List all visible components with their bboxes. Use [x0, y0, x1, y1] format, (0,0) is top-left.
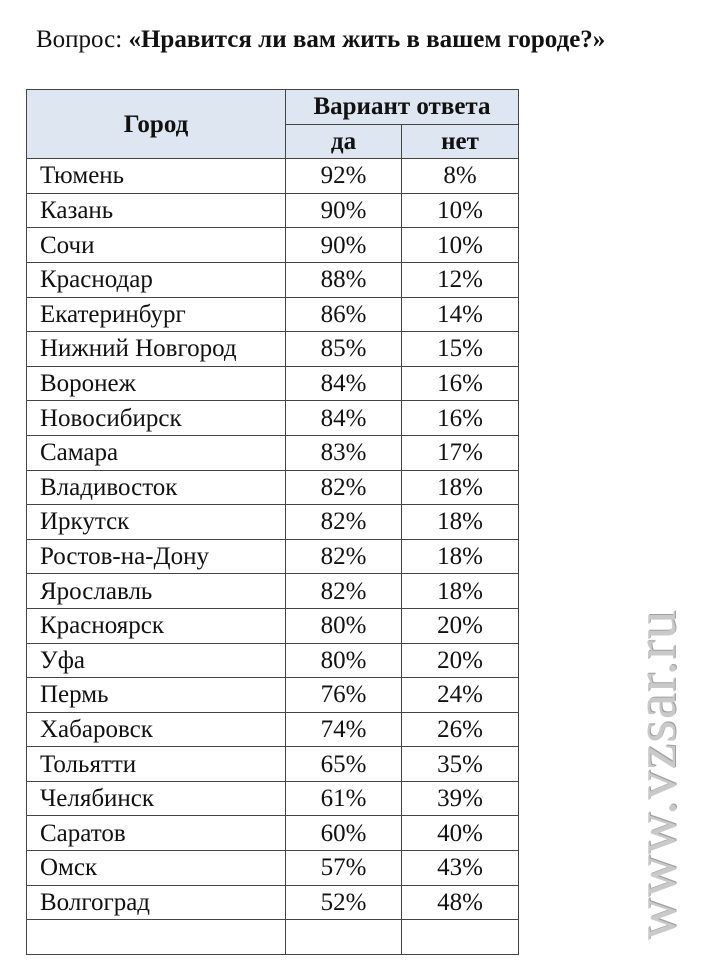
yes-percent-cell: 84%: [286, 366, 402, 401]
city-cell: Уфа: [27, 643, 286, 678]
city-cell: Пермь: [27, 678, 286, 713]
city-cell: Челябинск: [27, 781, 286, 816]
table-row: [27, 781, 519, 816]
table-row: [27, 747, 519, 782]
yes-percent-cell: 82%: [286, 505, 402, 540]
table-row: [27, 470, 519, 505]
city-cell: Иркутск: [27, 505, 286, 540]
yes-percent-cell: 80%: [286, 643, 402, 678]
no-percent-cell: 24%: [402, 678, 519, 713]
no-percent-cell: 35%: [402, 747, 519, 782]
yes-percent-cell: 80%: [286, 608, 402, 643]
header-city: Город: [27, 90, 286, 159]
table-header: [27, 90, 519, 159]
table-row: [27, 712, 519, 747]
table-row: [27, 332, 519, 367]
city-cell: Владивосток: [27, 470, 286, 505]
yes-percent-cell: 92%: [286, 159, 402, 194]
city-cell: Нижний Новгород: [27, 332, 286, 367]
header-no: нет: [402, 124, 519, 159]
yes-percent-cell: 74%: [286, 712, 402, 747]
table-row: [27, 159, 519, 194]
city-cell: Волгоград: [27, 885, 286, 920]
table-row: [27, 228, 519, 263]
no-percent-cell: 12%: [402, 262, 519, 297]
city-cell: Сочи: [27, 228, 286, 263]
no-percent-cell: 15%: [402, 332, 519, 367]
site-watermark: www.vzsar.ru: [623, 609, 688, 940]
city-cell: Воронеж: [27, 366, 286, 401]
yes-percent-cell: [286, 920, 402, 955]
no-percent-cell: [402, 920, 519, 955]
city-cell: Екатеринбург: [27, 297, 286, 332]
no-percent-cell: 18%: [402, 574, 519, 609]
yes-percent-cell: 90%: [286, 228, 402, 263]
city-cell: Ростов-на-Дону: [27, 539, 286, 574]
yes-percent-cell: 65%: [286, 747, 402, 782]
no-percent-cell: 26%: [402, 712, 519, 747]
city-cell: Самара: [27, 435, 286, 470]
no-percent-cell: 39%: [402, 781, 519, 816]
no-percent-cell: 18%: [402, 505, 519, 540]
table-body: [27, 159, 519, 955]
no-percent-cell: 18%: [402, 470, 519, 505]
yes-percent-cell: 57%: [286, 851, 402, 886]
table-row: [27, 678, 519, 713]
no-percent-cell: 10%: [402, 228, 519, 263]
city-cell: Хабаровск: [27, 712, 286, 747]
table-row: [27, 539, 519, 574]
table-row: [27, 643, 519, 678]
table-row: [27, 262, 519, 297]
header-row-top: [27, 90, 519, 125]
question-label: Вопрос:: [36, 26, 123, 53]
yes-percent-cell: 76%: [286, 678, 402, 713]
table-row: [27, 505, 519, 540]
yes-percent-cell: 82%: [286, 470, 402, 505]
table-row: [27, 920, 519, 955]
no-percent-cell: 16%: [402, 366, 519, 401]
yes-percent-cell: 82%: [286, 539, 402, 574]
city-cell: Новосибирск: [27, 401, 286, 436]
yes-percent-cell: 88%: [286, 262, 402, 297]
header-answer-group: Вариант ответа: [286, 90, 519, 125]
no-percent-cell: 17%: [402, 435, 519, 470]
header-yes: да: [286, 124, 402, 159]
yes-percent-cell: 86%: [286, 297, 402, 332]
city-cell: Тольятти: [27, 747, 286, 782]
table-row: [27, 574, 519, 609]
table-row: [27, 297, 519, 332]
city-cell: Омск: [27, 851, 286, 886]
yes-percent-cell: 60%: [286, 816, 402, 851]
table-row: [27, 851, 519, 886]
city-cell: [27, 920, 286, 955]
survey-question: [36, 22, 605, 58]
yes-percent-cell: 82%: [286, 574, 402, 609]
yes-percent-cell: 52%: [286, 885, 402, 920]
yes-percent-cell: 90%: [286, 193, 402, 228]
survey-results-table: [26, 89, 519, 955]
city-cell: Краснодар: [27, 262, 286, 297]
city-cell: Саратов: [27, 816, 286, 851]
no-percent-cell: 20%: [402, 608, 519, 643]
yes-percent-cell: 85%: [286, 332, 402, 367]
no-percent-cell: 40%: [402, 816, 519, 851]
no-percent-cell: 18%: [402, 539, 519, 574]
no-percent-cell: 43%: [402, 851, 519, 886]
table-row: [27, 366, 519, 401]
city-cell: Ярославль: [27, 574, 286, 609]
no-percent-cell: 10%: [402, 193, 519, 228]
question-text: «Нравится ли вам жить в вашем городе?»: [128, 26, 606, 53]
no-percent-cell: 20%: [402, 643, 519, 678]
table-row: [27, 816, 519, 851]
table-row: [27, 885, 519, 920]
city-cell: Красноярск: [27, 608, 286, 643]
yes-percent-cell: 61%: [286, 781, 402, 816]
no-percent-cell: 8%: [402, 159, 519, 194]
no-percent-cell: 14%: [402, 297, 519, 332]
city-cell: Тюмень: [27, 159, 286, 194]
table-row: [27, 435, 519, 470]
yes-percent-cell: 83%: [286, 435, 402, 470]
no-percent-cell: 16%: [402, 401, 519, 436]
yes-percent-cell: 84%: [286, 401, 402, 436]
no-percent-cell: 48%: [402, 885, 519, 920]
table-row: [27, 401, 519, 436]
city-cell: Казань: [27, 193, 286, 228]
table-row: [27, 608, 519, 643]
table-row: [27, 193, 519, 228]
